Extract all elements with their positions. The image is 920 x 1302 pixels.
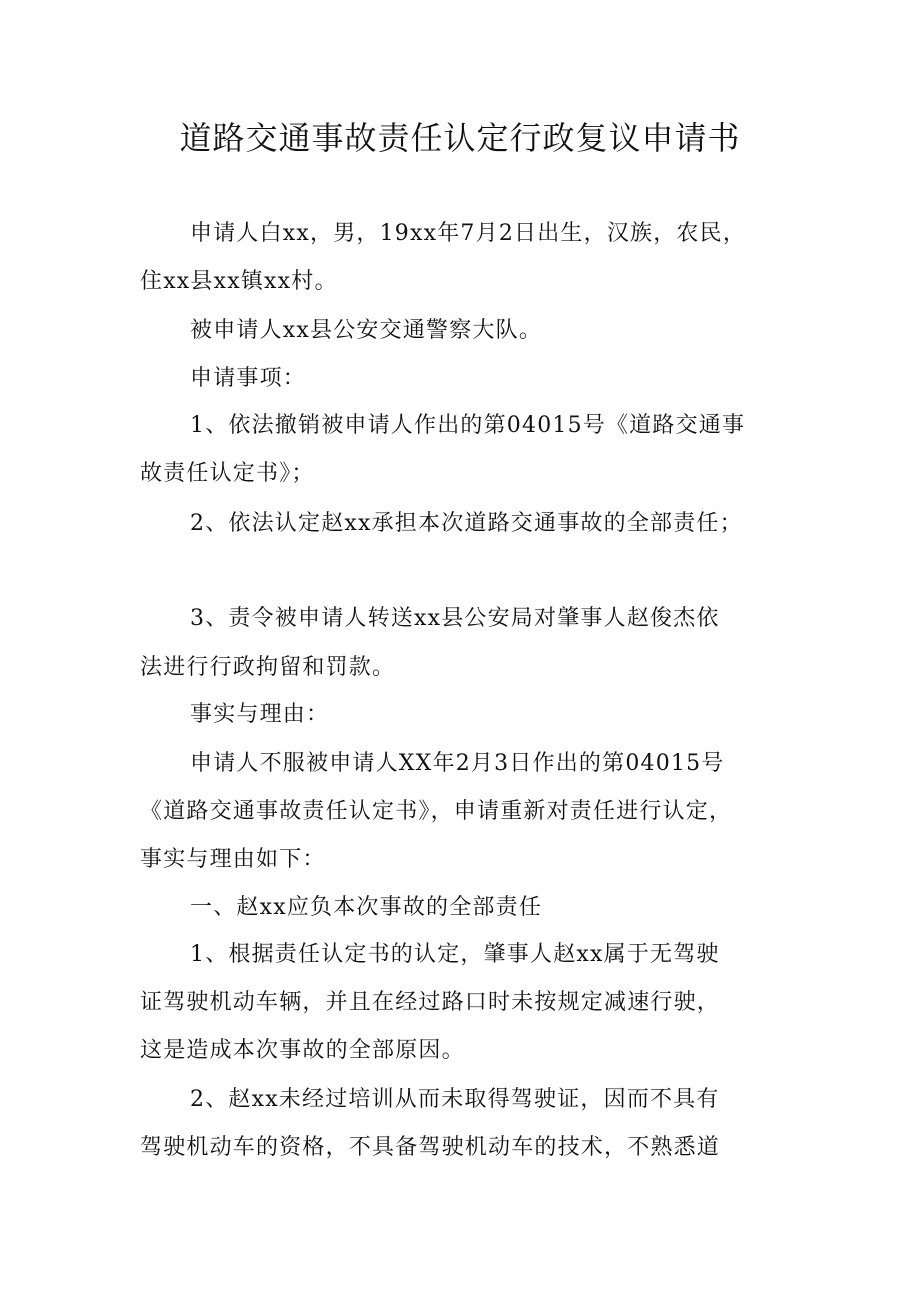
document-title: 道路交通事故责任认定行政复议申请书: [179, 119, 741, 157]
paragraph-line-facts-1b: 《道路交通事故责任认定书》，申请重新对责任进行认定，: [140, 799, 733, 824]
paragraph-line-point-1a: 1、根据责任认定书的认定，肇事人赵xx属于无驾驶: [190, 942, 720, 967]
paragraph-line-point-2b: 驾驶机动车的资格，不具备驾驶机动车的技术，不熟悉道: [140, 1135, 721, 1160]
paragraph-line-request-2: 2、依法认定赵xx承担本次道路交通事故的全部责任；: [190, 511, 743, 536]
section-heading-point-one: 一、赵xx应负本次事故的全部责任: [190, 895, 543, 920]
paragraph-line-point-2a: 2、赵xx未经过培训从而未取得驾驶证，因而不具有: [190, 1087, 720, 1112]
paragraph-line-respondent: 被申请人xx县公安交通警察大队。: [190, 318, 543, 343]
paragraph-line-request-3b: 法进行行政拘留和罚款。: [140, 655, 396, 680]
paragraph-line-request-3a: 3、责令被申请人转送xx县公安局对肇事人赵俊杰依: [190, 606, 720, 631]
paragraph-line-request-1a: 1、依法撤销被申请人作出的第04015号《道路交通事: [190, 413, 746, 438]
section-heading-facts: 事实与理由：: [190, 702, 330, 727]
paragraph-line-facts-1c: 事实与理由如下：: [140, 847, 326, 872]
paragraph-line-point-1b: 证驾驶机动车辆，并且在经过路口时未按规定减速行驶，: [140, 990, 721, 1015]
paragraph-line-applicant-address: 住xx县xx镇xx村。: [140, 269, 338, 294]
paragraph-line-applicant: 申请人白xx，男，19xx年7月2日出生，汉族，农民，: [190, 221, 747, 246]
paragraph-line-point-1c: 这是造成本次事故的全部原因。: [140, 1038, 465, 1063]
section-heading-requests: 申请事项：: [190, 366, 307, 391]
paragraph-line-facts-1a: 申请人不服被申请人XX年2月3日作出的第04015号: [190, 751, 725, 776]
paragraph-line-request-1b: 故责任认定书》；: [140, 461, 315, 486]
